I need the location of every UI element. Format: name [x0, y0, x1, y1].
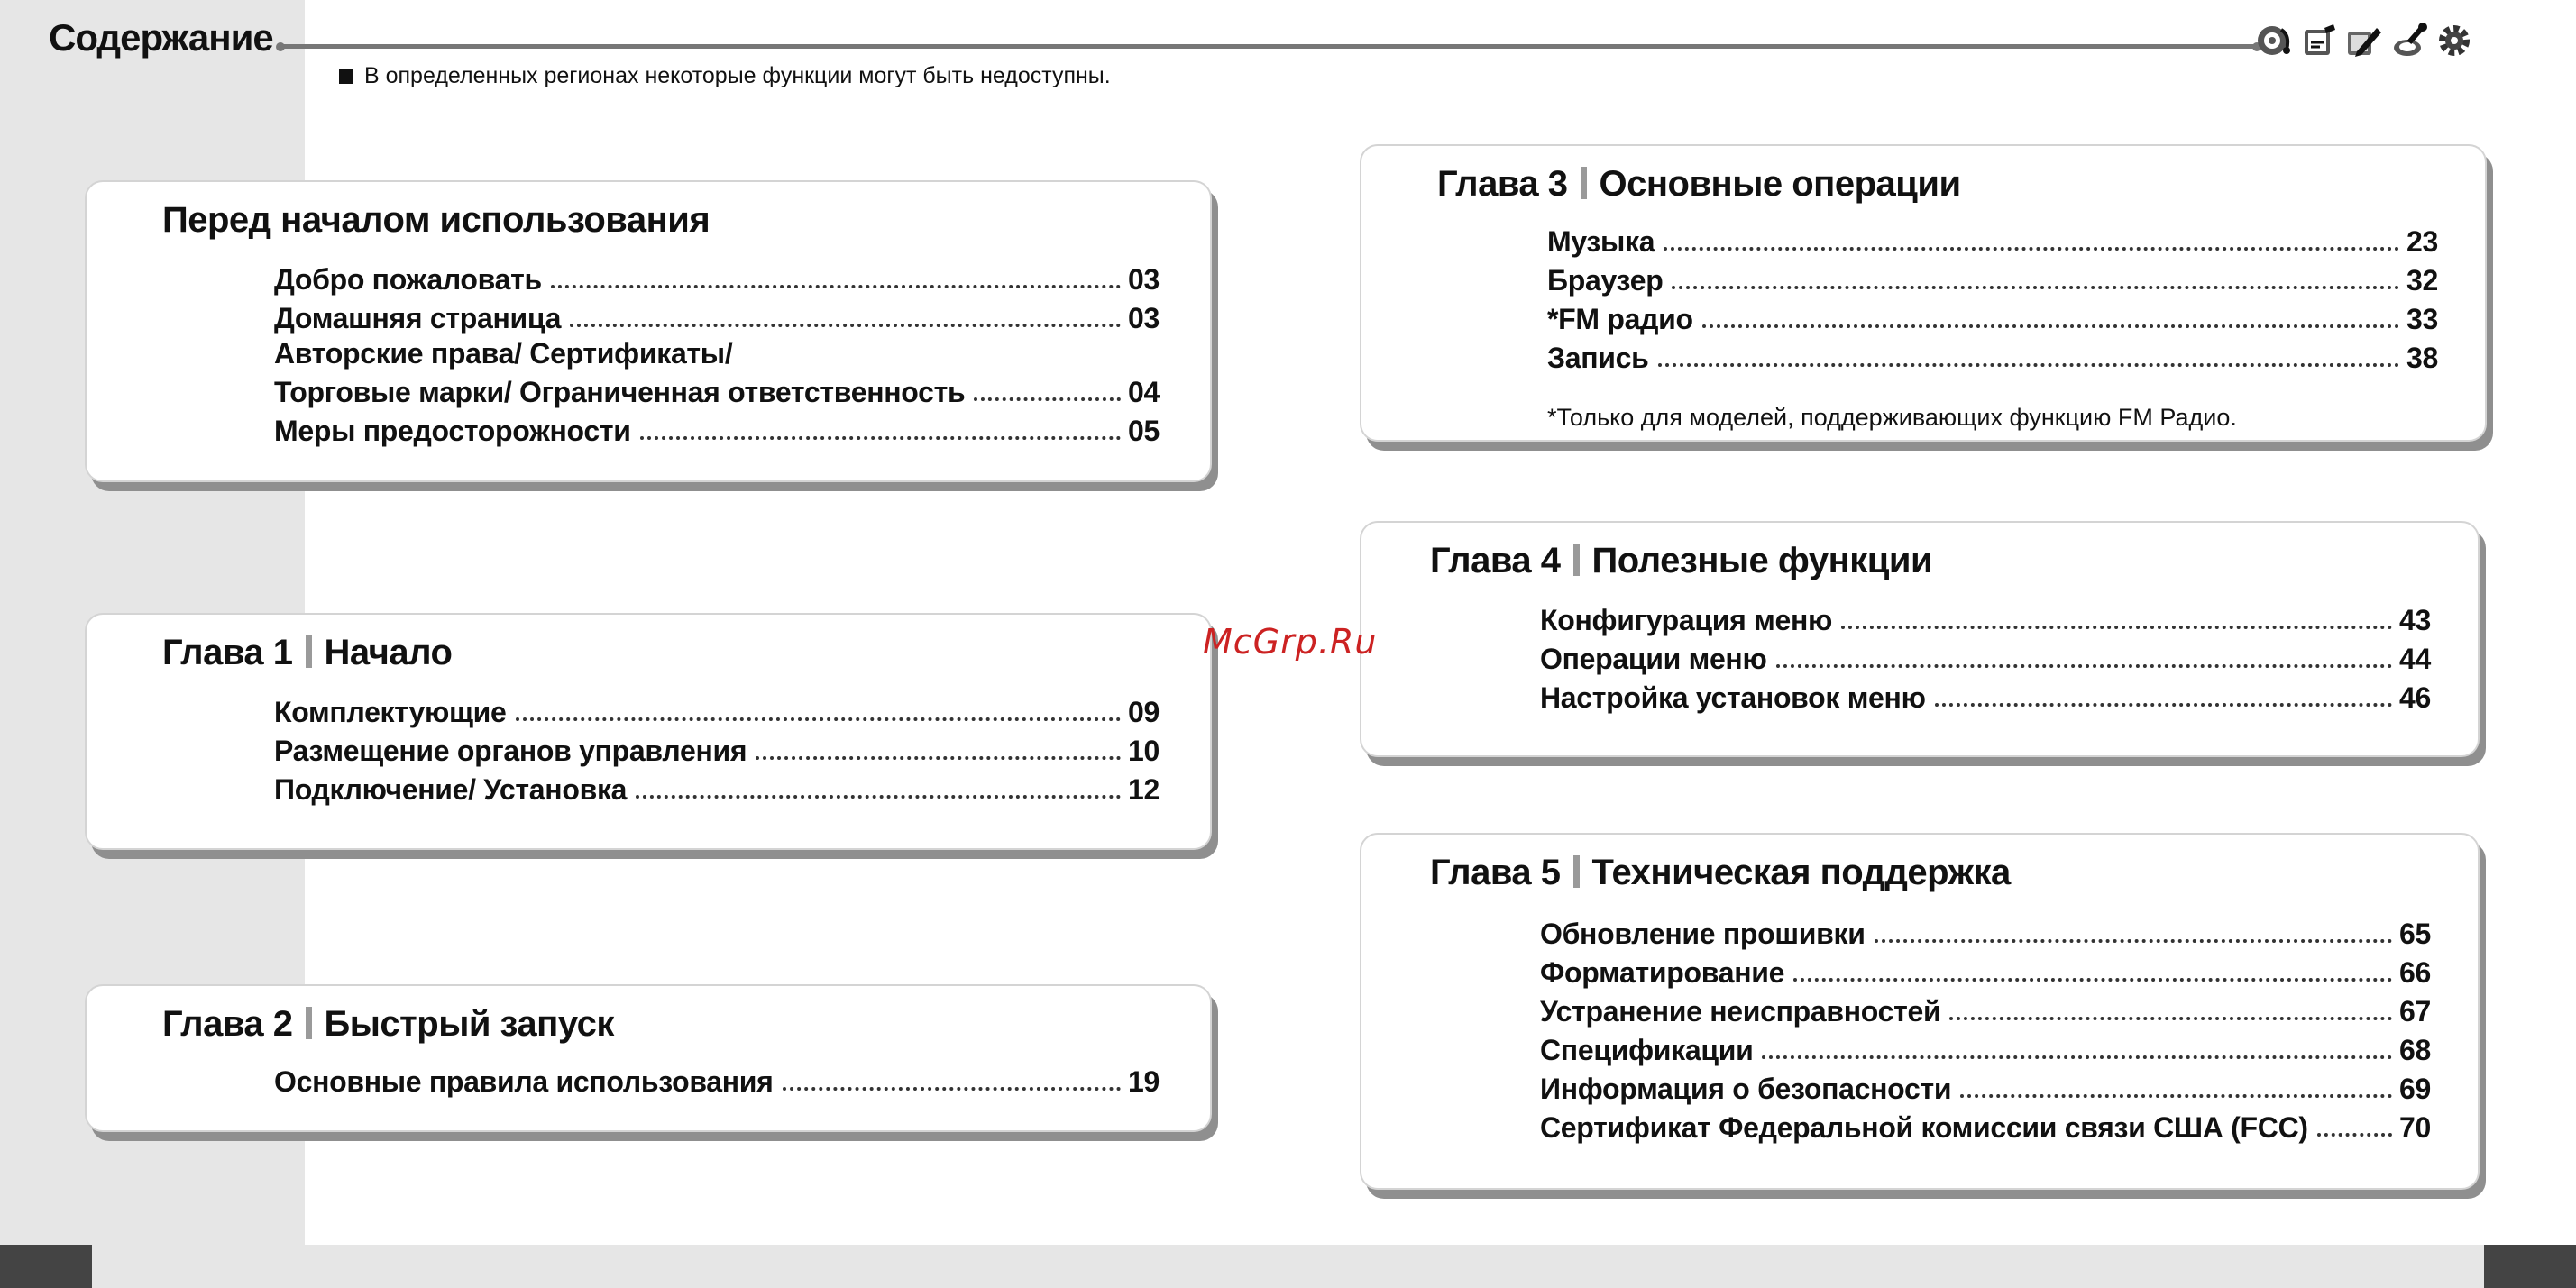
- toc-entry[interactable]: Настройка установок меню 46: [1540, 681, 2431, 714]
- toc-list: [274, 258, 1160, 448]
- toc-list: [274, 690, 1160, 807]
- section-before-use: [85, 180, 1212, 482]
- toc-entry[interactable]: Комплектующие 09: [274, 696, 1160, 728]
- toc-entry[interactable]: Форматирование 66: [1540, 956, 2431, 989]
- bullet-square-icon: [339, 69, 353, 84]
- toc-list: [1547, 220, 2438, 375]
- toc-entry[interactable]: Запись 38: [1547, 342, 2438, 374]
- gear-icon[interactable]: [2434, 21, 2474, 60]
- corner-tab-left: [0, 1245, 92, 1288]
- earphone-disc-icon[interactable]: [2254, 21, 2294, 60]
- section-title: Глава 4 Полезные функции: [1430, 541, 1933, 580]
- pencil-edit-icon[interactable]: [2344, 21, 2384, 60]
- watermark: McGrp.Ru: [1203, 622, 1378, 662]
- notice-text: В определенных регионах некоторые функции могут быть недоступны.: [364, 63, 1111, 88]
- section-chapter-4: [1360, 521, 2480, 757]
- rule-cap-left: [276, 42, 285, 51]
- toc-entry[interactable]: Конфигурация меню 43: [1540, 604, 2431, 636]
- toc-entry[interactable]: Домашняя страница 03: [274, 302, 1160, 334]
- title-rule: [281, 44, 2261, 49]
- page-title: Содержание: [49, 16, 273, 59]
- toc-entry[interactable]: Обновление прошивки 65: [1540, 918, 2431, 950]
- toc-entry[interactable]: Музыка 23: [1547, 225, 2438, 258]
- toc-entry[interactable]: Спецификации 68: [1540, 1034, 2431, 1066]
- tools-icon[interactable]: [2389, 21, 2429, 60]
- toc-entry[interactable]: Устранение неисправностей 67: [1540, 995, 2431, 1028]
- section-chapter-1: [85, 613, 1212, 850]
- section-title: Перед началом использования: [162, 200, 710, 240]
- toc-entry[interactable]: Торговые марки/ Ограниченная ответственность 04: [274, 376, 1160, 408]
- toc-entry[interactable]: Подключение/ Установка 12: [274, 773, 1160, 806]
- toc-entry[interactable]: Сертификат Федеральной комиссии связи США (FCC) 70: [1540, 1111, 2431, 1144]
- toc-list: [274, 1060, 1160, 1099]
- toc-entry[interactable]: Основные правила использования 19: [274, 1065, 1160, 1098]
- toc-entry[interactable]: Браузер 32: [1547, 264, 2438, 297]
- section-title: Глава 3 Основные операции: [1437, 164, 1961, 204]
- corner-tab-right: [2484, 1245, 2576, 1288]
- toc-entry[interactable]: Меры предосторожности 05: [274, 415, 1160, 447]
- section-title: Глава 2 Быстрый запуск: [162, 1004, 614, 1044]
- document-note-icon[interactable]: [2299, 21, 2339, 60]
- toc-entry[interactable]: Размещение органов управления 10: [274, 735, 1160, 767]
- fm-note: *Только для моделей, поддерживающих функцию FM Радио.: [1547, 404, 2237, 431]
- toc-entry[interactable]: Добро пожаловать 03: [274, 263, 1160, 296]
- notice: [339, 63, 1111, 89]
- section-title: Глава 5 Техническая поддержка: [1430, 853, 2011, 892]
- toc-entry-line[interactable]: Авторские права/ Сертификаты/: [274, 337, 733, 370]
- bottom-band: [0, 1245, 2576, 1288]
- section-chapter-5: [1360, 833, 2480, 1190]
- toc-entry[interactable]: Информация о безопасности 69: [1540, 1073, 2431, 1105]
- section-title: Глава 1 Начало: [162, 633, 453, 672]
- section-chapter-2: [85, 984, 1212, 1132]
- toc-entry[interactable]: Операции меню 44: [1540, 643, 2431, 675]
- toc-list: [1540, 598, 2431, 715]
- toc-list: [1540, 912, 2431, 1145]
- icon-strip: [2254, 21, 2474, 60]
- toc-entry[interactable]: *FM радио 33: [1547, 303, 2438, 335]
- section-chapter-3: [1360, 144, 2487, 442]
